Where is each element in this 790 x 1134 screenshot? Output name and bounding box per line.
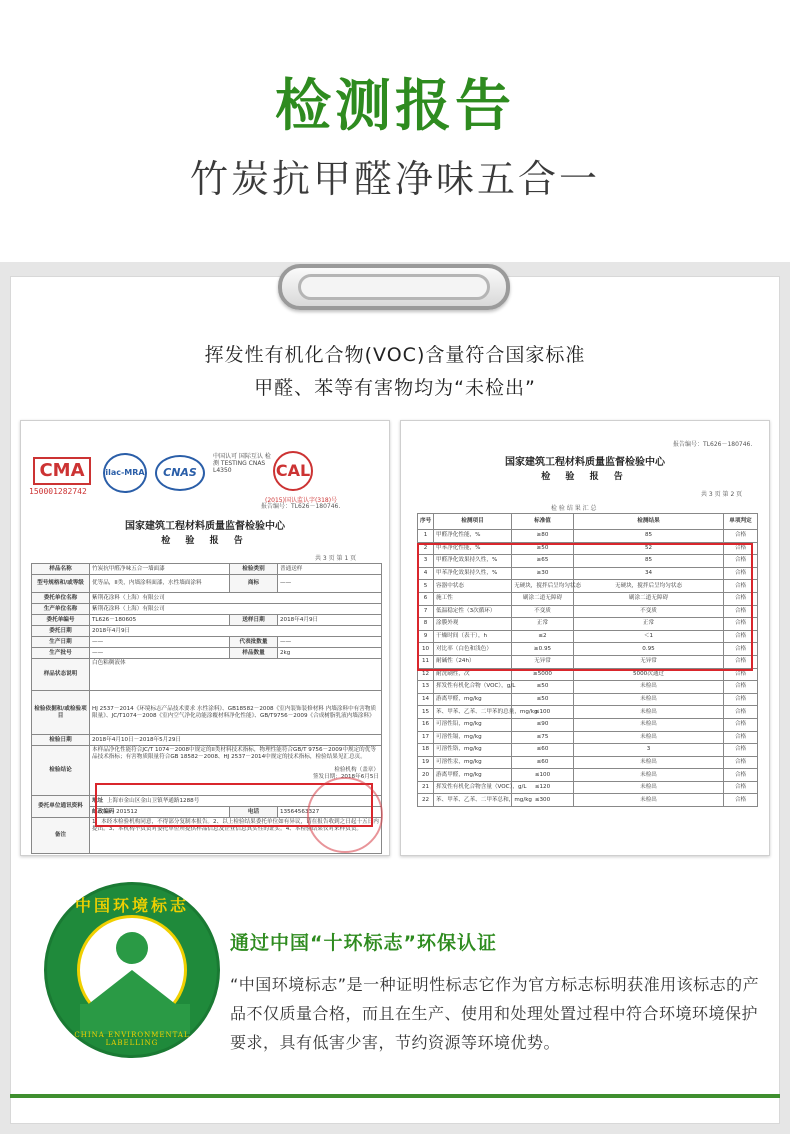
logo-top-text: 中国环境标志 [74,896,189,915]
table-cell: 13 [418,681,434,694]
official-seal-icon [307,777,383,853]
table-row [418,769,758,782]
table-row: 型号规格和/或等级 优等品，II类，内墙涂料面漆，水性墙面涂料 商标 —— [32,575,382,593]
table-cell: 甲苯净化效果持久性，% [434,567,512,580]
table-cell: 0.95 [574,643,724,656]
table-cell: 甲醛净化效果持久性，% [434,555,512,568]
table-row [418,706,758,719]
table-row: 生产单位名称 紫荆花涂料（上海）有限公司 [32,604,382,615]
table-cell: 15 [418,706,434,719]
table-row [418,718,758,731]
table-cell: 合格 [724,592,758,605]
report-subtitle: 检 验 报 告 [161,536,249,546]
table-cell: 5000次通过 [574,668,724,681]
cal-logo-icon: CAL [273,451,313,491]
table-cell: 合格 [724,781,758,794]
summary-title: 检 验 结 果 汇 总 [551,505,597,512]
table-cell: 合格 [724,542,758,555]
table-cell: 6 [418,592,434,605]
table-cell: 3 [418,555,434,568]
table-cell: 合格 [724,618,758,631]
page-title: 检测报告 [275,74,515,139]
table-cell: ≤2 [512,630,574,643]
table-cell: 1 [418,530,434,543]
table-cell: 未检出 [574,794,724,807]
table-cell: 刷涂二道无障碍 [574,592,724,605]
mountain-icon [86,970,178,1006]
table-cell: 7 [418,605,434,618]
table-cell: 苯、甲苯、乙苯、二甲苯总和，mg/kg [434,794,512,807]
table-cell: 11 [418,655,434,668]
table-cell: 19 [418,756,434,769]
table-cell: 低温稳定性（3次循环） [434,605,512,618]
table-cell: 干燥时间（表干），h [434,630,512,643]
table-cell: 游离甲醛，mg/kg [434,693,512,706]
table-cell: 苯、甲苯、乙苯、二甲苯的总量，mg/kg [434,706,512,719]
logo-bottom-text: CHINA ENVIRONMENTAL LABELLING [74,1031,190,1047]
table-cell: ≥5000 [512,668,574,681]
table-cell: 可溶性铅，mg/kg [434,718,512,731]
table-cell: 未检出 [574,781,724,794]
table-cell: 合格 [724,580,758,593]
cnas-logo-icon: CNAS [155,455,205,491]
clip-opening [298,274,490,300]
table-cell: ≤60 [512,744,574,757]
table-cell: 合格 [724,655,758,668]
hero-section [0,0,790,262]
table-cell: 20 [418,769,434,782]
test-report-page-1 [20,420,390,856]
clipboard-clip-icon [278,264,510,310]
report-number: 报告编号：TL626－180746. [261,503,341,510]
table-row: 检验结论 本样品净化性能符合JC/T 1074－2008中规定的II类材料技术指标，物理性能符合GB/T 9756－2009中规定的优等品技术指标；有害物质限量符合GB 18582－2008、HJ 2537－2014中规定的技术指标，检验结果见汇总页。 检验机构（盖章） 签发日期：2018年6月5日 [32,746,382,796]
china-environmental-label-logo [44,882,220,1058]
table-cell: 合格 [724,731,758,744]
table-cell: 16 [418,718,434,731]
table-row [418,681,758,694]
table-row [418,530,758,543]
table-row [418,693,758,706]
table-cell: 10 [418,643,434,656]
table-cell: ≥65 [512,555,574,568]
table-cell: 可溶性汞，mg/kg [434,756,512,769]
table-cell: 可溶性镉，mg/kg [434,731,512,744]
table-cell: 未检出 [574,731,724,744]
table-cell: 52 [574,542,724,555]
table-cell: 对比率（白色和浅色） [434,643,512,656]
table-cell: ≥80 [512,530,574,543]
results-highlight-box [417,543,753,671]
page-indicator: 共 3 页 第 1 页 [315,555,357,562]
table-cell: 3 [574,744,724,757]
table-cell: 合格 [724,718,758,731]
table-cell: 12 [418,668,434,681]
table-cell: 未检出 [574,681,724,694]
ten-ring-emblem-icon [77,915,187,1025]
certification-description: “中国环境标志”是一种证明性标志它作为官方标志标明获准用该标志的产品不仅质量合格，而且在生产、使用和处理处置过程中符合环境环境保护要求，具有低害少害，节约资源等环境优势。 [230,975,760,1052]
table-cell: 容器中状态 [434,580,512,593]
table-cell: 耐碱性（24h） [434,655,512,668]
certification-title: 通过中国“十环标志”环保认证 [230,932,497,954]
table-cell: 合格 [724,693,758,706]
table-row [418,756,758,769]
table-cell: 耐洗刷性，次 [434,668,512,681]
table-row: 备注 1、本经本检验机构同意，不得部分复制本报告。2、以上检验结果委托单位如有异议，请在报告收到之日起十五日内提出。3、本机构不负责对委托单位所提供样品信息及企业信息真实性的证实。4、本检验结果仅对来样负责。 [32,818,382,854]
table-cell: 合格 [724,530,758,543]
table-cell: 合格 [724,605,758,618]
report-subtitle: 检 验 报 告 [541,472,629,482]
table-cell: 17 [418,731,434,744]
cal-text: (2015)国认监认字(318)号 [265,497,338,504]
table-cell: 合格 [724,706,758,719]
table-row: 样品名称 竹炭抗甲醛净味五合一墙面漆 检验类别 普通送样 [32,564,382,575]
table-cell: 合格 [724,668,758,681]
table-cell: 挥发性有机化合物（VOC），g/L [434,681,512,694]
table-cell: 8 [418,618,434,631]
table-cell: 85 [574,555,724,568]
table-cell: 无硬块，搅拌后呈均匀状态 [574,580,724,593]
table-cell: ≤300 [512,794,574,807]
table-cell: 2 [418,542,434,555]
table-cell: 合格 [724,681,758,694]
report-number: 报告编号：TL626－180746. [673,441,753,448]
table-cell: 14 [418,693,434,706]
table-cell: 游离甲醛，mg/kg [434,769,512,782]
table-cell: 正常 [574,618,724,631]
table-cell: ≥0.95 [512,643,574,656]
table-row: 委托单位通讯资料 地址 上海市金山区金山卫镇华通路1288号 [32,796,382,807]
table-row: 委托单编号 TL626－180605 送样日期 2018年4月9日 [32,615,382,626]
cnas-text: 中国认可 国际互认 检测 TESTING CNAS L4350 [213,453,271,474]
table-cell: 85 [574,530,724,543]
table-cell: 无异常 [574,655,724,668]
table-cell: ≤100 [512,706,574,719]
table-cell: ≤90 [512,718,574,731]
table-cell: ≥30 [512,567,574,580]
table-cell: ≤60 [512,756,574,769]
table-header-row: 序号 检测项目 标准值 检测结果 单项判定 [418,514,758,530]
table-cell: 未检出 [574,769,724,782]
table-cell: 18 [418,744,434,757]
cma-number: 150001282742 [29,487,87,496]
table-cell: 合格 [724,630,758,643]
voc-statement: 挥发性有机化合物(VOC)含量符合国家标准 [204,344,586,366]
table-cell: 甲苯净化性能，% [434,542,512,555]
table-cell: 刷涂二道无障碍 [512,592,574,605]
report-title: 国家建筑工程材料质量监督检验中心 [125,521,285,532]
table-cell: 4 [418,567,434,580]
table-row: 生产日期 —— 代表批数量 —— [32,637,382,648]
table-cell: 正常 [512,618,574,631]
bottom-divider [10,1094,780,1098]
table-cell: 34 [574,567,724,580]
table-cell: ≥50 [512,542,574,555]
table-cell: 5 [418,580,434,593]
table-cell: 无异常 [512,655,574,668]
table-row [418,731,758,744]
table-cell: ＜1 [574,630,724,643]
ilac-mra-logo-icon: ilac-MRA [103,453,147,493]
table-row: 检验依据和/或检验项目 HJ 2537－2014《环境标志产品技术要求 水性涂料》、GB18582－2008《室内装饰装修材料 内墙涂料中有害物质限量》、JC/T1074－2008《室内空气净化功能涂覆材料净化性能》、GB/T9756－2009《合成树脂乳液内墙涂料》 [32,691,382,735]
table-cell: 挥发性有机化合物含量（VOC），g/L [434,781,512,794]
table-cell: 未检出 [574,756,724,769]
report-title: 国家建筑工程材料质量监督检验中心 [505,457,665,468]
table-cell: ≤50 [512,681,574,694]
table-cell: 不变质 [512,605,574,618]
table-cell: ≤100 [512,769,574,782]
table-row: 委托单位名称 紫荆花涂料（上海）有限公司 [32,593,382,604]
table-cell: 未检出 [574,718,724,731]
table-row: 邮政编码 201512 电话 13564563327 [32,807,382,818]
table-cell: 22 [418,794,434,807]
table-cell: 9 [418,630,434,643]
voc-statement-2: 甲醛、苯等有害物均为“未检出” [254,377,536,399]
table-cell: 合格 [724,744,758,757]
test-report-page-2 [400,420,770,856]
table-cell: 不变质 [574,605,724,618]
table-cell: 施工性 [434,592,512,605]
table-cell: 无硬块，搅拌后呈均匀状态 [512,580,574,593]
table-cell: ≤50 [512,693,574,706]
table-row [418,794,758,807]
page-indicator: 共 3 页 第 2 页 [701,491,743,498]
table-row: 检验日期 2018年4月10日－2018年5月29日 [32,735,382,746]
cma-logo-icon: CMA [33,457,91,485]
table-cell: ≤75 [512,731,574,744]
table-cell: ≤120 [512,781,574,794]
table-cell: 合格 [724,555,758,568]
table-cell: 21 [418,781,434,794]
table-cell: 合格 [724,769,758,782]
table-cell: 可溶性铬，mg/kg [434,744,512,757]
table-row [418,781,758,794]
table-row: 生产批号 —— 样品数量 2kg [32,648,382,659]
table-row [418,744,758,757]
table-cell: 未检出 [574,706,724,719]
table-cell: 未检出 [574,693,724,706]
table-cell: 甲醛净化性能，% [434,530,512,543]
table-cell: 合格 [724,794,758,807]
table-row: 委托日期 2018年4月9日 [32,626,382,637]
product-subtitle: 竹炭抗甲醛净味五合一 [189,157,600,201]
table-cell: 合格 [724,643,758,656]
sun-icon [116,932,148,964]
table-cell: 合格 [724,567,758,580]
table-row: 样品状态说明 白色粘稠液体 [32,659,382,691]
table-cell: 涂膜外观 [434,618,512,631]
table-cell: 合格 [724,756,758,769]
water-icon [80,1004,190,1034]
